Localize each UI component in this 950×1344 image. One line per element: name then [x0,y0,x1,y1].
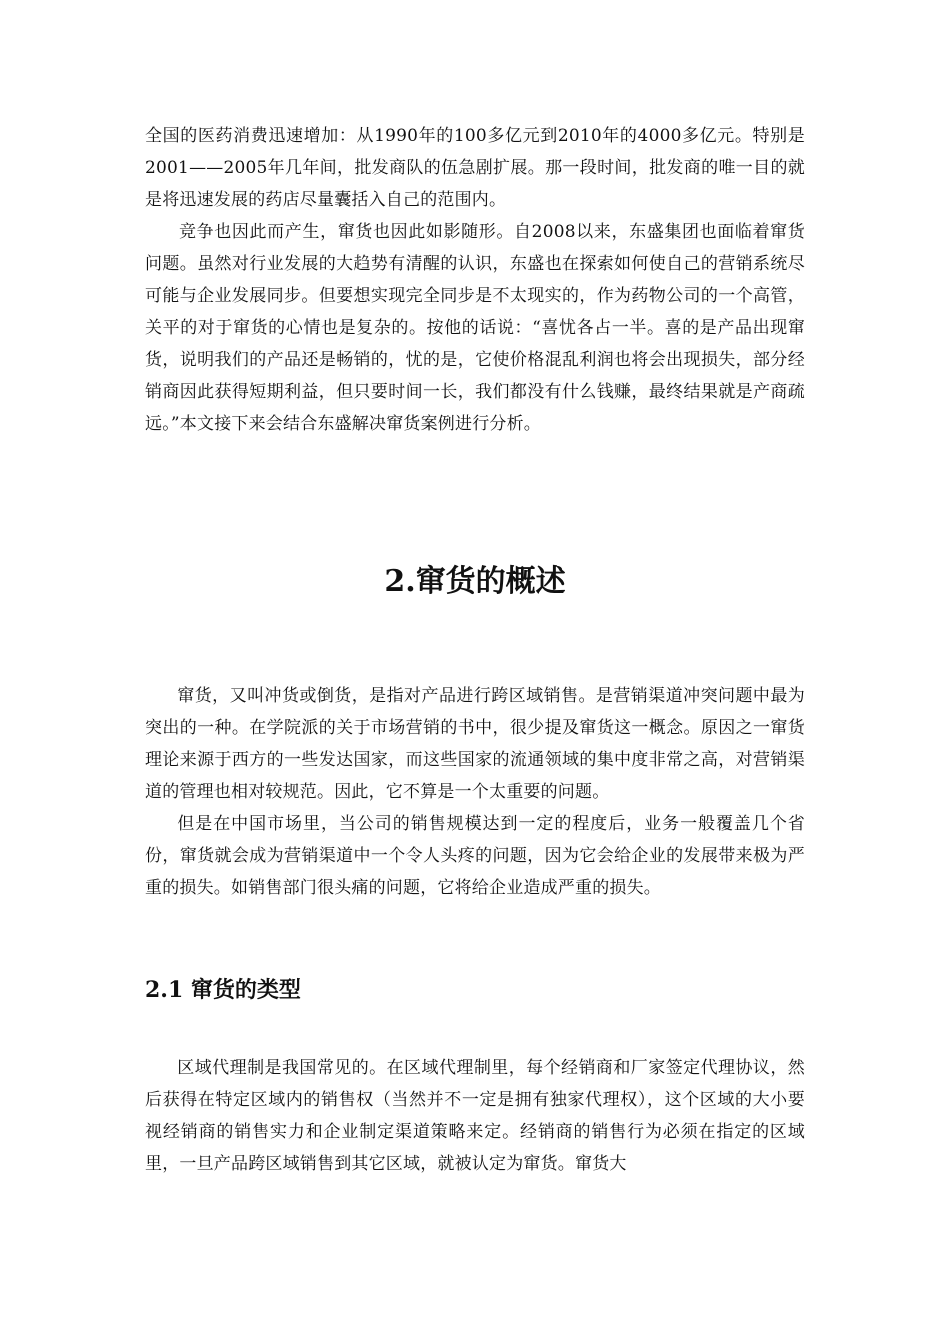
paragraph: 区域代理制是我国常见的。在区域代理制里，每个经销商和厂家签定代理协议，然后获得在特定区域内的销售权（当然并不一定是拥有独家代理权），这个区域的大小要视经销商的销售实力和企业制定渠道策略来定。经销商的销售行为必须在指定的区域里，一旦产品跨区域销售到其它区域，就被认定为窜货。窜货大 [145,1058,805,1174]
paragraph: 但是在中国市场里，当公司的销售规模达到一定的程度后，业务一般覆盖几个省份，窜货就会成为营销渠道中一个令人头疼的问题，因为它会给企业的发展带来极为严重的损失。如销售部门很头痛的问题，它将给企业造成严重的损失。 [145,814,805,898]
paragraph: 窜货，又叫冲货或倒货，是指对产品进行跨区域销售。是营销渠道冲突问题中最为突出的一种。在学院派的关于市场营销的书中，很少提及窜货这一概念。原因之一窜货理论来源于西方的一些发达国家，而这些国家的流通领域的集中度非常之高，对营销渠道的管理也相对较规范。因此，它不算是一个太重要的问题。 [145,686,805,802]
section-heading: 2.窜货的概述 [384,564,566,599]
section-overview [145,680,805,904]
section-intro [145,120,805,440]
subsection-heading: 2.1 窜货的类型 [145,977,301,1003]
paragraph: 全国的医药消费迅速增加：从1990年的100多亿元到2010年的4000多亿元。特别是2001——2005年几年间，批发商队的伍急剧扩展。那一段时间，批发商的唯一目的就是将迅速发展的药店尽量囊括入自己的范围内。 [145,126,805,210]
section-types [145,1052,805,1180]
paragraph: 竞争也因此而产生，窜货也因此如影随形。自2008以来，东盛集团也面临着窜货问题。虽然对行业发展的大趋势有清醒的认识，东盛也在探索如何使自己的营销系统尽可能与企业发展同步。但要想实现完全同步是不太现实的，作为药物公司的一个高管，关平的对于窜货的心情也是复杂的。按他的话说：“喜忧各占一半。喜的是产品出现窜货，说明我们的产品还是畅销的，忧的是，它使价格混乱利润也将会出现损失，部分经销商因此获得短期利益，但只要时间一长，我们都没有什么钱赚，最终结果就是产商疏远。”本文接下来会结合东盛解决窜货案例进行分析。 [145,222,805,434]
